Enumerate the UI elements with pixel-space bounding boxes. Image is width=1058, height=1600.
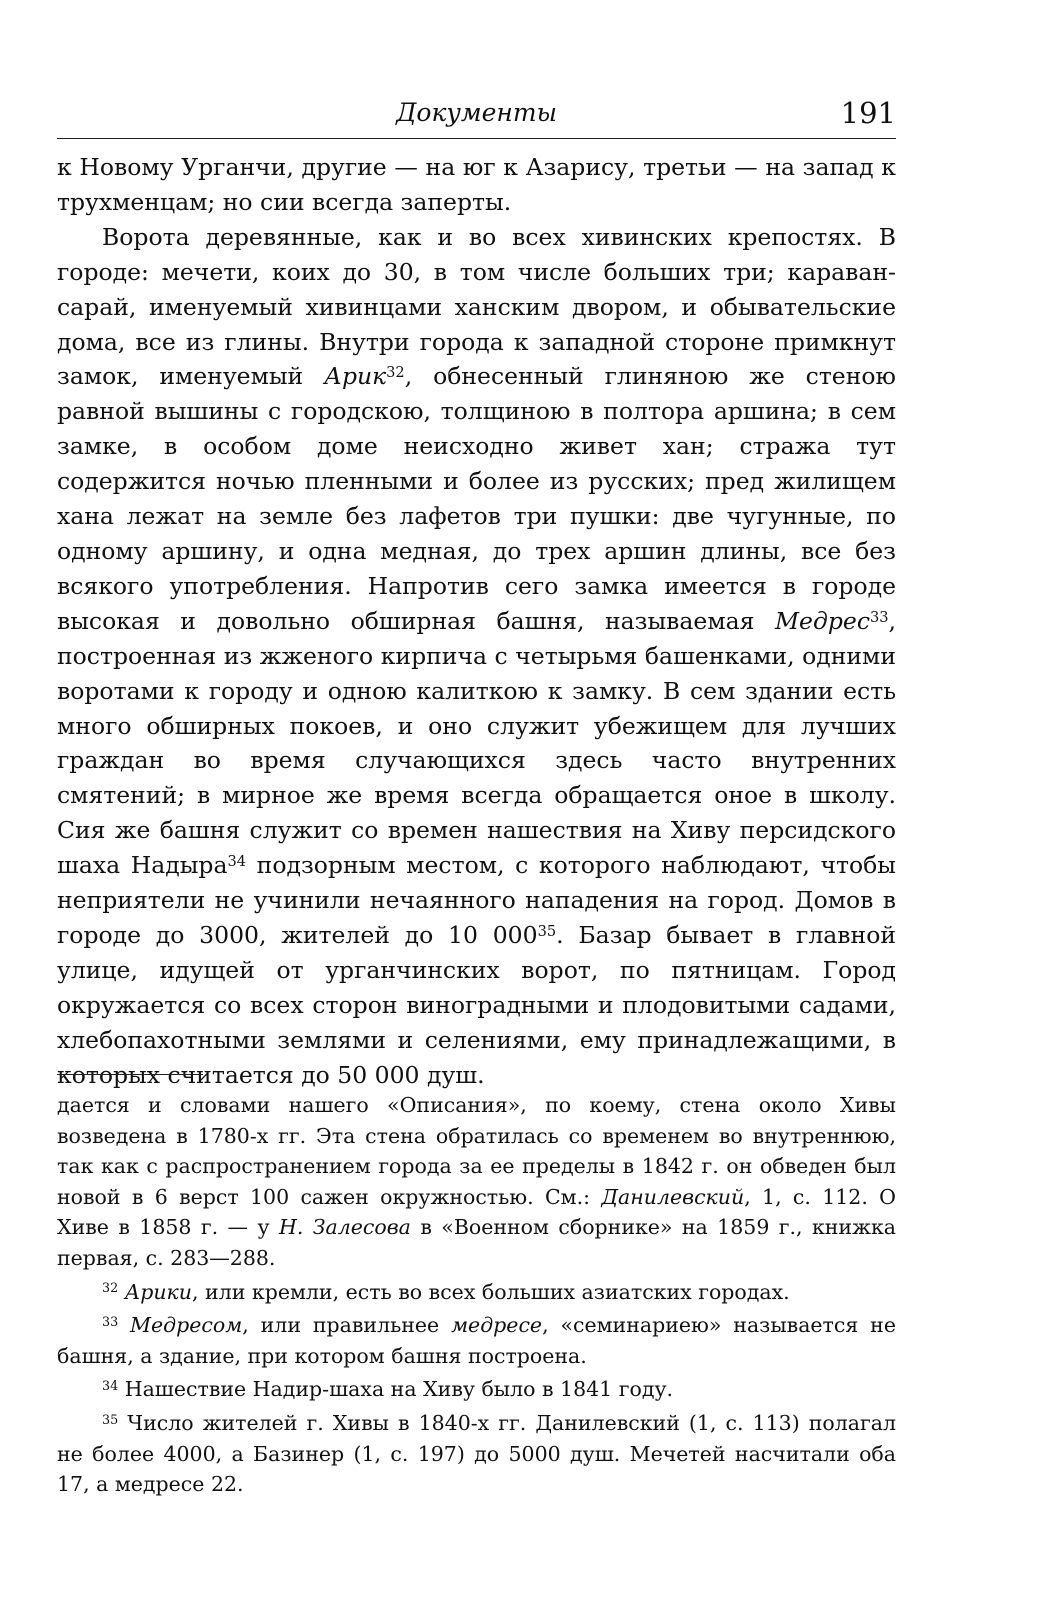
italic-term: медресе xyxy=(451,1313,543,1338)
main-text xyxy=(57,150,896,1092)
text-run: . Базар бывает в главной улице, идущей от урганчинских ворот, по пятницам. Город окружается со всех сторон виноградными и плодовитыми садами, хлебопахотными землями и селениями, ему принадлежащими, в которых считается до 50 000 душ. xyxy=(57,920,896,1089)
italic-term: Арики xyxy=(124,1279,192,1304)
text-run: , или кремли, есть во всех больших азиатских городах. xyxy=(192,1279,790,1304)
footnote-33 xyxy=(57,1310,896,1371)
page-number: 191 xyxy=(840,96,896,130)
footnote-ref: 33 xyxy=(869,608,889,626)
text-run: , «семинариею» называется не башня, а здание, при котором башня построена. xyxy=(57,1313,896,1368)
running-header xyxy=(57,98,896,139)
footnote-divider xyxy=(57,1074,203,1075)
text-run: дается и словами нашего «Описания», по коему, стена около Хивы возведена в 1780-х гг. Эта стена обратилась со временем во внутреннюю, так как с распространением города за ее пределы в 1842 г. он обведен был новой в 6 верст 100 сажен окружностью. См.: xyxy=(57,1093,896,1209)
footnote-number: 32 xyxy=(102,1280,119,1296)
text-run: , построенная из жженого кирпича с четырьмя башенками, одними воротами к городу и одною калиткою к замку. В сем здании есть много обширных покоев, и оно служит убежищем для лучших граждан во время случающихся здесь часто внутренних смятений; в мирное же время всегда обращается оное в школу. Сия же башня служит со времен нашествия на Хиву персидского шаха Надыра xyxy=(57,606,896,880)
footnote-continuation xyxy=(57,1090,896,1274)
text-run: , или правильнее xyxy=(242,1313,452,1338)
footnote-number: 33 xyxy=(102,1313,119,1329)
footnote-32 xyxy=(57,1277,896,1308)
footnote-ref: 35 xyxy=(537,922,557,940)
text-run: в «Военном сборнике» на 1859 г., книжка первая, с. 283—288. xyxy=(57,1215,896,1270)
italic-author: Н. Залесова xyxy=(278,1215,411,1240)
text-run: подзорным местом, с которого наблюдают, чтобы неприятели не учинили нечаянного нападения на город. Домов в городе до 3000, жителей до 10 000 xyxy=(57,851,896,949)
footnotes xyxy=(57,1090,896,1500)
text-run: Число жителей г. Хивы в 1840-х гг. Данилевский (1, с. 113) полагал не более 4000, а Базинер (1, с. 197) до 5000 душ. Мечетей насчитали оба 17, а медресе 22. xyxy=(57,1410,896,1497)
text-run: , обнесенный глиняною же стеною равной вышины с городскою, толщиною в полтора аршина; в сем замке, в особом доме неисходно живет хан; стража тут содержится ночью пленными и более из русских; пред жилищем хана лежат на земле без лафетов три пушки: две чугунные, по одному аршину, и одна медная, до трех аршин длины, все без всякого употребления. Напротив сего замка имеется в городе высокая и довольно обширная башня, называемая xyxy=(57,362,896,635)
text-run: Нашествие Надир-шаха на Хиву было в 1841 году. xyxy=(124,1377,674,1402)
paragraph: к Новому Урганчи, другие — на юг к Азарису, третьи — на запад к трухменцам; но сии всегда заперты. xyxy=(57,153,896,216)
italic-term: Арик xyxy=(324,362,387,391)
footnote-ref: 32 xyxy=(386,364,405,382)
footnote-34 xyxy=(57,1374,896,1405)
footnote-number: 35 xyxy=(102,1411,119,1427)
italic-term: Медресом xyxy=(130,1313,243,1338)
italic-author: Данилевский xyxy=(601,1184,745,1209)
text-run: , 1, с. 112. О Хиве в 1858 г. — у xyxy=(57,1184,896,1240)
footnote-number: 34 xyxy=(102,1378,119,1393)
paragraph xyxy=(57,220,896,1093)
footnote-35 xyxy=(57,1408,896,1500)
italic-term: Медрес xyxy=(775,606,870,635)
footnote-ref: 34 xyxy=(227,852,247,870)
running-title: Документы xyxy=(396,98,557,127)
text-run: Ворота деревянные, как и во всех хивинских крепостях. В городе: мечети, коих до 30, в том числе больших три; караван-сарай, именуемый хивинцами ханским двором, и обывательские дома, все из глины. Внутри города к западной стороне примкнут замок, именуемый xyxy=(57,222,896,391)
